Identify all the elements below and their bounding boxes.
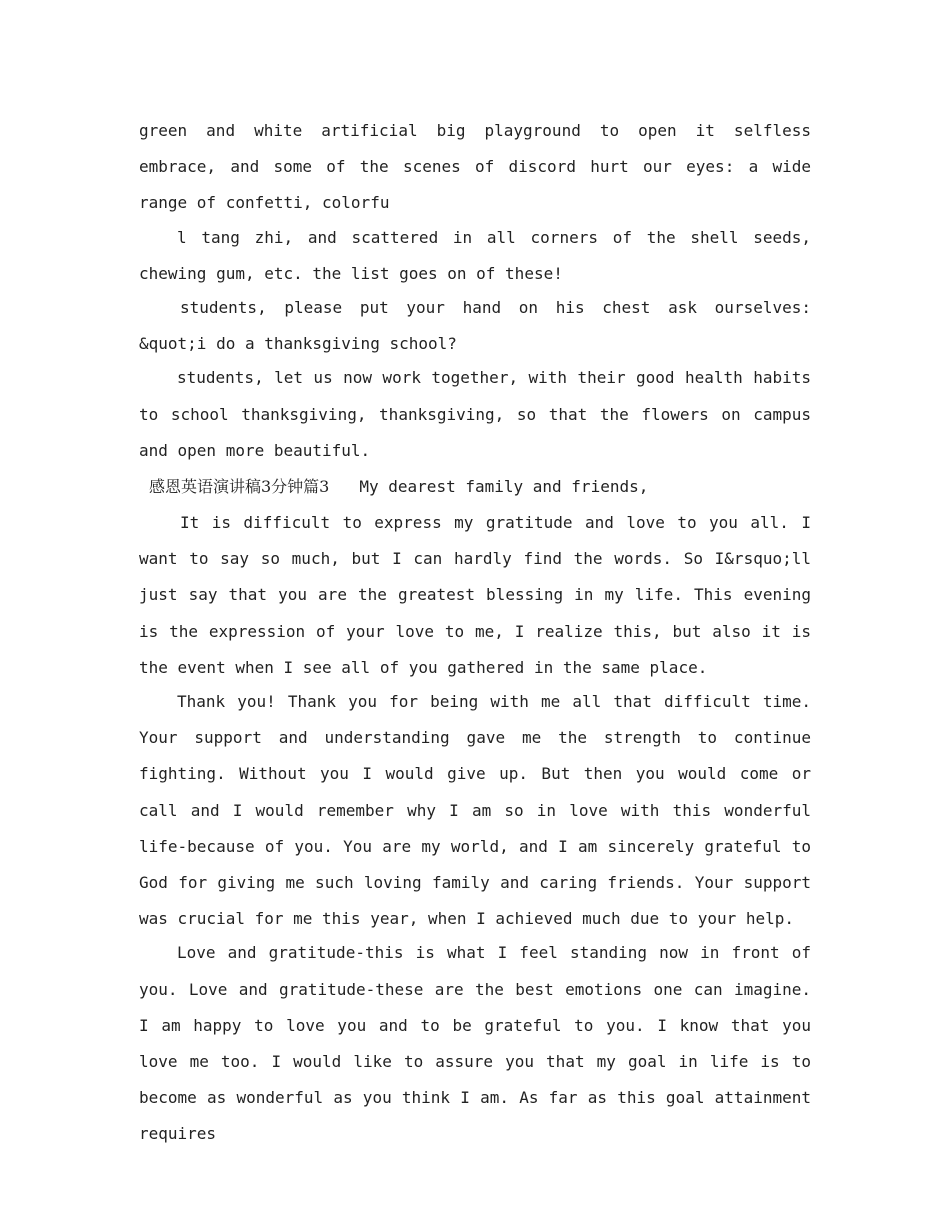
paragraph-love-and-gratitude: Love and gratitude-this is what I feel standing now in front of you. Love and gratitude-these are the best emotions one can imagine. I am happy to love you and to be grateful to you. I know that you love me too. I would like to assure you that my goal in life is to become as wonderful as you think I am. As far as this goal attainment requires	[139, 943, 811, 1144]
paragraph-work-together: students, let us now work together, with their good health habits to school thanksgiving, thanksgiving, so that the flowers on campus and open more beautiful.	[139, 368, 811, 460]
paragraph-playground: green and white artificial big playground to open it selfless embrace, and some of the scenes of discord hurt our eyes: a wide range of confetti, colorfu	[139, 121, 811, 213]
salutation: My dearest family and friends,	[359, 477, 649, 497]
paragraph-thank-you: Thank you! Thank you for being with me all that difficult time. Your support and understanding gave me the strength to continue fighting. Without you I would give up. But then you would come or call and I would remember why I am so in love with this wonderful life-because of you. You are my world, and I am sincerely grateful to God for giving me such loving family and caring friends. Your support was crucial for me this year, when I achieved much due to your help.	[139, 692, 811, 929]
section-heading	[139, 469, 811, 505]
section-title-chinese: 感恩英语演讲稿3分钟篇3	[149, 477, 330, 497]
paragraph-tang-zhi: l tang zhi, and scattered in all corners of the shell seeds, chewing gum, etc. the list goes on of these!	[139, 227, 811, 283]
paragraph-gratitude: It is difficult to express my gratitude and love to you all. I want to say so much, but I can hardly find the words. So I&rsquo;ll just say that you are the greatest blessing in my life. This evening is the expression of your love to me, I realize this, but also it is the event when I see all of you gathered in the same place.	[139, 513, 811, 677]
paragraph-ask-ourselves: students, please put your hand on his chest ask ourselves: &quot;i do a thanksgiving school?	[139, 298, 811, 354]
document-body	[139, 113, 811, 1153]
